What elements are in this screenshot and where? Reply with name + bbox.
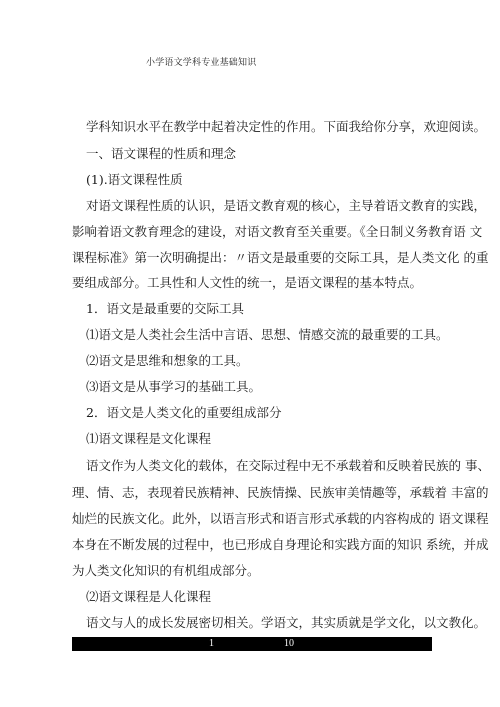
paragraph-line: 对语文课程性质的认识，是语文教育观的核心，主导着语文教育的实践， [86,198,487,213]
list-item: ⑵语文课程是人化课程 [86,589,212,604]
section-heading: 一、语文课程的性质和理念 [86,146,237,161]
list-heading: 2．语文是人类文化的重要组成部分 [86,405,282,420]
list-item: ⑴语文是人类社会生活中言语、思想、情感交流的最重要的工具。 [86,327,449,342]
list-item: ⑵语文是思维和想象的工具。 [86,353,249,368]
list-item: ⑶语文是从事学习的基础工具。 [86,379,262,394]
paragraph-line: 理、情、志，表现着民族精神、民族情操、民族审美情趣等，承载着 丰富的 [72,485,489,500]
list-item: ⑴语文课程是文化课程 [86,431,212,446]
paragraph-line: 影响着语文教育理念的建设，对语文教育至关重要。《全日制义务教育语 文 [72,224,483,239]
paragraph-line: 语文作为人类文化的载体，在交际过程中无不承载着和反映着民族的 事、 [86,458,490,473]
paragraph-line: 课程标准》第一次明确提出：〃语文是最重要的交际工具，是人类文化 的重 [72,250,489,265]
paragraph-line: 本身在不断发展的过程中，也已形成自身理论和实践方面的知识 系统，并成 [72,537,489,552]
paragraph-line: 语文与人的成长发展密切相关。学语文，其实质就是学文化，以文教化。 [86,615,487,630]
paragraph-line: 学科知识水平在教学中起着决定性的作用。下面我给你分享，欢迎阅读。 [86,119,487,134]
footer-bar [72,637,432,651]
page-header-title: 小学语文学科专业基础知识 [146,58,257,68]
page-number-total: 10 [284,638,294,649]
page-number-current: 1 [209,638,214,649]
paragraph-line: 灿烂的民族文化。此外，以语言形式和语言形式承载的内容构成的 语文课程 [72,511,489,526]
subsection-heading: (1).语文课程性质 [86,172,183,187]
paragraph-line: 为人类文化知识的有机组成部分。 [72,563,260,578]
paragraph-line: 要组成部分。工具性和人文性的统一，是语文课程的基本特点。 [72,275,423,290]
list-heading: 1．语文是最重要的交际工具 [86,301,244,316]
